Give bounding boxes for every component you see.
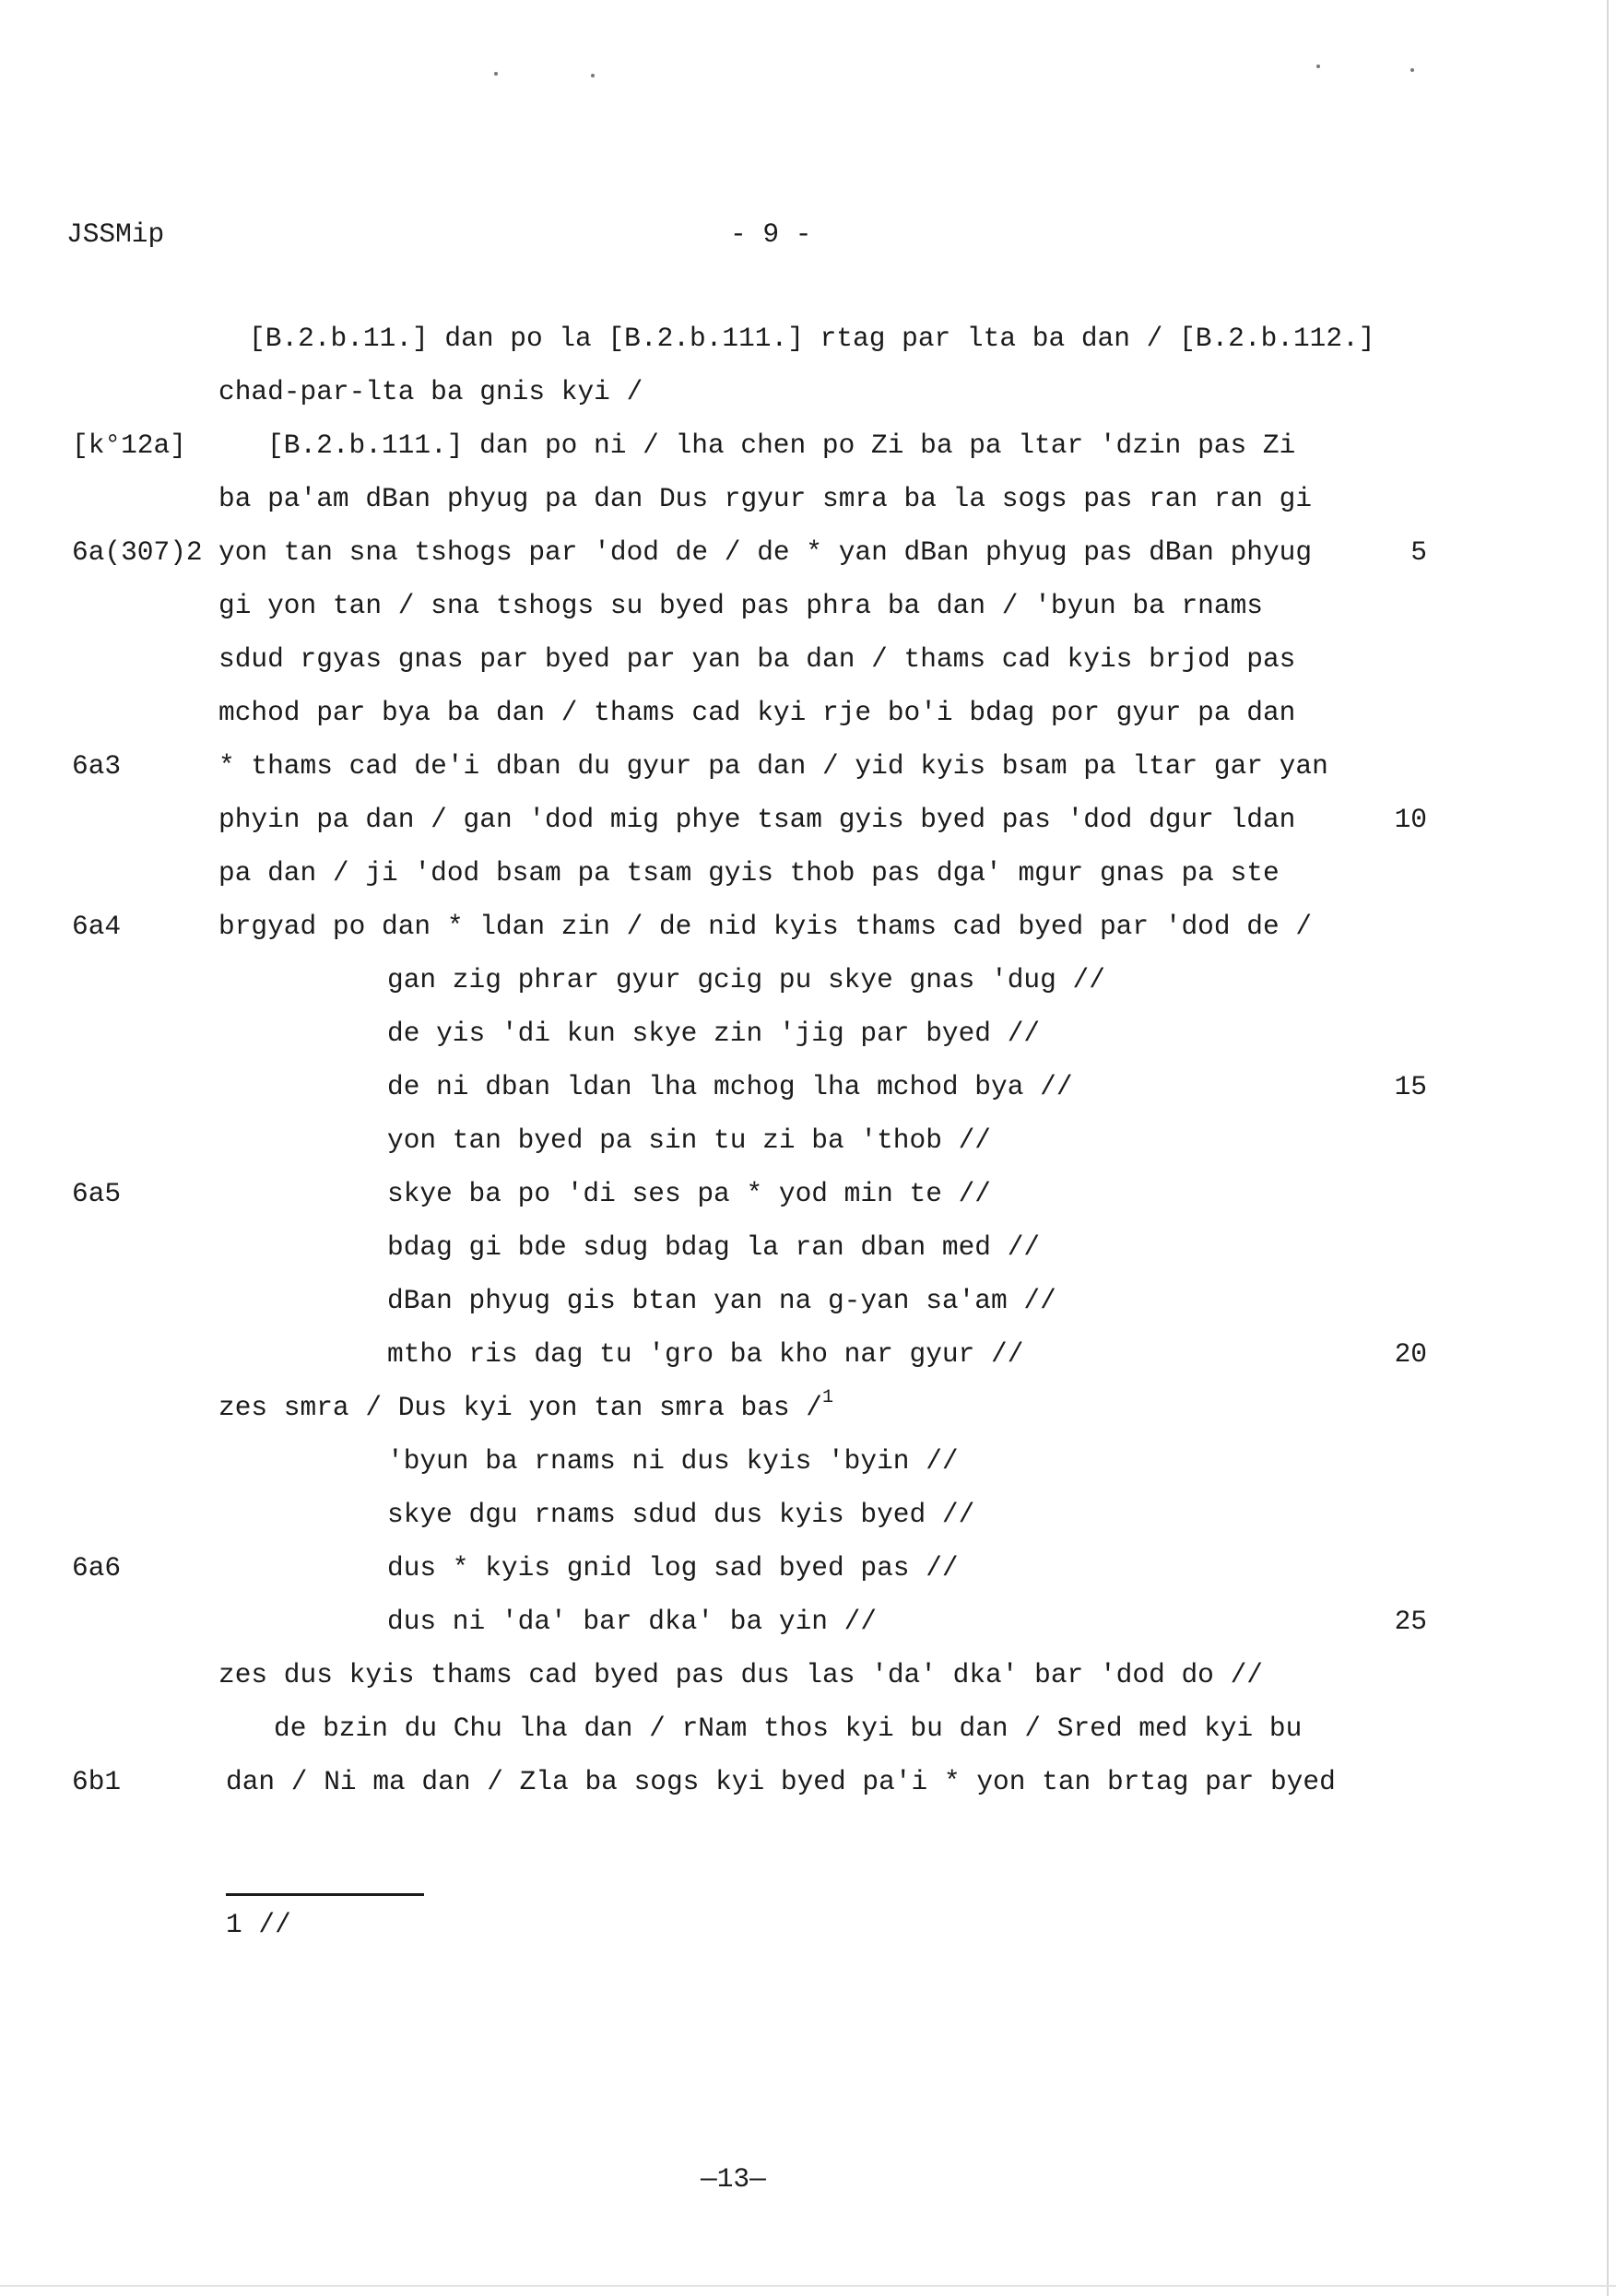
text-line-content: phyin pa dan / gan 'dod mig phye tsam gyis byed pas 'dod dgur ldan — [218, 804, 1296, 835]
text-line-content: pa dan / ji 'dod bsam pa tsam gyis thob pas dga' mgur gnas pa ste — [218, 857, 1280, 889]
scan-speck — [1410, 68, 1414, 72]
text-line-content: skye dgu rnams sdud dus kyis byed // — [387, 1499, 975, 1530]
text-line-content: ba pa'am dBan phyug pa dan Dus rgyur smra ba la sogs pas ran ran gi — [218, 483, 1313, 514]
margin-note: 6a(307)2 — [72, 536, 203, 568]
text-line-content: chad-par-lta ba gnis kyi / — [218, 376, 643, 407]
text-line — [387, 1338, 1024, 1370]
text-line-content: 'byun ba rnams ni dus kyis 'byin // — [387, 1445, 959, 1477]
text-line-content: brgyad po dan * ldan zin / de nid kyis thams cad byed par 'dod de / — [218, 911, 1313, 942]
text-line — [387, 1071, 1073, 1102]
text-line-content: dan / Ni ma dan / Zla ba sogs kyi byed pa'i * yon tan brtag par byed — [226, 1766, 1336, 1797]
text-line — [218, 590, 1263, 621]
text-line — [218, 483, 1313, 514]
text-line-content: yon tan byed pa sin tu zi ba 'thob // — [387, 1124, 992, 1156]
text-line — [218, 376, 643, 407]
text-line — [226, 1766, 1336, 1797]
text-line — [387, 964, 1105, 995]
text-line — [218, 643, 1296, 675]
text-line-content: dus * kyis gnid log sad byed pas // — [387, 1552, 959, 1584]
scan-edge-right — [1607, 0, 1609, 2296]
text-line — [218, 536, 1313, 568]
text-line-content: bdag gi bde sdug bdag la ran dban med // — [387, 1231, 1041, 1263]
text-line-content: gan zig phrar gyur gcig pu skye gnas 'dug // — [387, 964, 1105, 995]
text-line — [274, 1715, 1302, 1743]
text-line-content: sdud rgyas gnas par byed par yan ba dan / thams cad kyis brjod pas — [218, 643, 1296, 675]
text-line — [218, 857, 1280, 889]
text-line-content: de bzin du Chu lha dan / rNam thos kyi bu dan / Sred med kyi bu — [274, 1713, 1303, 1744]
text-line — [218, 804, 1296, 835]
text-line — [387, 1231, 1041, 1263]
footnote-rule — [226, 1893, 424, 1896]
text-line — [249, 325, 1375, 353]
footnote: 1 // — [226, 1909, 291, 1940]
text-line-content: de yis 'di kun skye zin 'jig par byed // — [387, 1018, 1041, 1049]
text-line-content: [B.2.b.111.] dan po ni / lha chen po Zi ba pa ltar 'dzin pas Zi — [267, 430, 1296, 461]
text-line — [387, 1020, 1040, 1048]
scan-speck — [494, 72, 498, 76]
footnote-marker: 1 — [822, 1387, 834, 1408]
page-number-header: - 9 - — [730, 218, 812, 250]
margin-note: 6a4 — [72, 911, 122, 942]
page-footer-number: —13— — [701, 2163, 766, 2195]
text-line — [387, 1124, 992, 1156]
text-line-content: skye ba po 'di ses pa * yod min te // — [387, 1178, 992, 1209]
text-line-content: [B.2.b.11.] dan po la [B.2.b.111.] rtag par lta ba dan / [B.2.b.112.] — [249, 323, 1375, 354]
text-line-content: * thams cad de'i dban du gyur pa dan / yid kyis bsam pa ltar gar yan — [218, 750, 1328, 782]
scan-speck — [591, 74, 595, 77]
text-line-content: mchod par bya ba dan / thams cad kyi rje bo'i bdag por gyur pa dan — [218, 697, 1296, 728]
margin-note: [k°12a] — [72, 430, 186, 461]
margin-note: 6b1 — [72, 1766, 122, 1797]
text-line — [387, 1552, 959, 1584]
margin-note: 6a6 — [72, 1552, 122, 1584]
line-number: 20 — [1394, 1338, 1427, 1370]
text-line — [218, 697, 1296, 728]
text-line — [387, 1178, 992, 1209]
text-line — [218, 913, 1312, 941]
text-line — [387, 1285, 1056, 1316]
text-line — [387, 1501, 974, 1529]
line-number: 5 — [1410, 536, 1427, 568]
text-line-content: zes dus kyis thams cad byed pas dus las 'da' dka' bar 'dod do // — [218, 1659, 1263, 1690]
text-line-content: dBan phyug gis btan yan na g-yan sa'am // — [387, 1285, 1056, 1316]
line-number: 25 — [1394, 1606, 1427, 1637]
text-line — [267, 432, 1295, 460]
line-number: 15 — [1394, 1071, 1427, 1102]
text-line — [387, 1608, 877, 1636]
text-line-content: de ni dban ldan lha mchog lha mchod bya // — [387, 1071, 1073, 1102]
margin-note: 6a3 — [72, 750, 122, 782]
text-line-content: dus ni 'da' bar dka' ba yin // — [387, 1606, 878, 1637]
text-line-content: zes smra / Dus kyi yon tan smra bas / — [218, 1392, 823, 1423]
text-line-content: yon tan sna tshogs par 'dod de / de * yan dBan phyug pas dBan phyug — [218, 536, 1313, 568]
running-header-left: JSSMip — [66, 218, 165, 250]
scan-speck — [1316, 65, 1320, 68]
line-number: 10 — [1394, 804, 1427, 835]
text-line — [387, 1445, 959, 1477]
text-line — [218, 750, 1328, 782]
text-line — [218, 1387, 834, 1423]
text-line-content: mtho ris dag tu 'gro ba kho nar gyur // — [387, 1338, 1024, 1370]
text-line — [218, 1659, 1263, 1690]
text-line-content: gi yon tan / sna tshogs su byed pas phra ba dan / 'byun ba rnams — [218, 590, 1263, 621]
scan-edge-bottom — [0, 2285, 1616, 2287]
margin-note: 6a5 — [72, 1178, 122, 1209]
